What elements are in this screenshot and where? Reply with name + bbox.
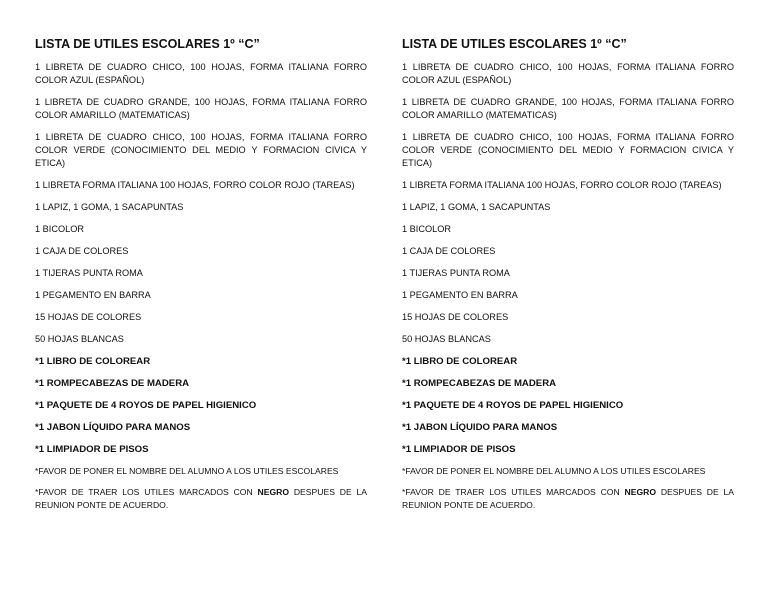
items-container bbox=[35, 61, 367, 456]
list-item: 1 CAJA DE COLORES bbox=[35, 246, 129, 256]
name-note: *FAVOR DE PONER EL NOMBRE DEL ALUMNO A LOS UTILES ESCOLARES bbox=[402, 466, 706, 476]
list-item: 1 LIBRETA DE CUADRO GRANDE, 100 HOJAS, FORMA ITALIANA FORRO COLOR AMARILLO (MATEMATICAS) bbox=[402, 97, 734, 120]
list-title: LISTA DE UTILES ESCOLARES 1º “C” bbox=[35, 37, 260, 51]
list-item: 1 LAPIZ, 1 GOMA, 1 SACAPUNTAS bbox=[402, 202, 551, 212]
list-item: 1 LIBRETA DE CUADRO CHICO, 100 HOJAS, FORMA ITALIANA FORRO COLOR VERDE (CONOCIMIENTO DEL MEDIO Y FORMACION CIVICA Y ETICA) bbox=[35, 132, 367, 168]
list-item: 50 HOJAS BLANCAS bbox=[35, 334, 124, 344]
name-note: *FAVOR DE PONER EL NOMBRE DEL ALUMNO A LOS UTILES ESCOLARES bbox=[35, 466, 339, 476]
list-item-marked: *1 ROMPECABEZAS DE MADERA bbox=[35, 378, 190, 389]
list-item-marked: *1 PAQUETE DE 4 ROYOS DE PAPEL HIGIENICO bbox=[402, 400, 624, 411]
list-column-right bbox=[402, 36, 734, 520]
list-item: 1 LAPIZ, 1 GOMA, 1 SACAPUNTAS bbox=[35, 202, 184, 212]
list-item: 1 LIBRETA DE CUADRO GRANDE, 100 HOJAS, FORMA ITALIANA FORRO COLOR AMARILLO (MATEMATICAS) bbox=[35, 97, 367, 120]
list-item: 1 LIBRETA FORMA ITALIANA 100 HOJAS, FORRO COLOR ROJO (TAREAS) bbox=[402, 180, 722, 190]
bring-note-prefix: *FAVOR DE TRAER LOS UTILES MARCADOS CON bbox=[402, 487, 625, 497]
list-item: 15 HOJAS DE COLORES bbox=[35, 312, 142, 322]
list-item: 1 PEGAMENTO EN BARRA bbox=[402, 290, 518, 300]
list-item-marked: *1 ROMPECABEZAS DE MADERA bbox=[402, 378, 557, 389]
list-item-marked: *1 LIMPIADOR DE PISOS bbox=[402, 444, 516, 455]
bring-note-suffix: DESPUES DE LA REUNION PONTE DE ACUERDO. bbox=[402, 487, 735, 510]
bring-note bbox=[402, 486, 734, 512]
list-item: 1 TIJERAS PUNTA ROMA bbox=[402, 268, 510, 278]
list-item: 50 HOJAS BLANCAS bbox=[402, 334, 491, 344]
list-column-left bbox=[35, 36, 367, 520]
list-item: 1 BICOLOR bbox=[402, 224, 452, 234]
list-item-marked: *1 LIBRO DE COLOREAR bbox=[402, 356, 518, 367]
list-item-marked: *1 JABON LÍQUIDO PARA MANOS bbox=[402, 422, 558, 433]
list-item: 1 LIBRETA DE CUADRO CHICO, 100 HOJAS, FORMA ITALIANA FORRO COLOR AZUL (ESPAÑOL) bbox=[402, 62, 734, 85]
list-item: 1 LIBRETA DE CUADRO CHICO, 100 HOJAS, FORMA ITALIANA FORRO COLOR VERDE (CONOCIMIENTO DEL MEDIO Y FORMACION CIVICA Y ETICA) bbox=[402, 132, 734, 168]
list-item: 1 PEGAMENTO EN BARRA bbox=[35, 290, 151, 300]
list-item-marked: *1 JABON LÍQUIDO PARA MANOS bbox=[35, 422, 191, 433]
items-container bbox=[402, 61, 734, 456]
list-item: 15 HOJAS DE COLORES bbox=[402, 312, 509, 322]
list-item-marked: *1 LIBRO DE COLOREAR bbox=[35, 356, 151, 367]
list-item: 1 BICOLOR bbox=[35, 224, 85, 234]
bring-note bbox=[35, 486, 367, 512]
list-item: 1 LIBRETA FORMA ITALIANA 100 HOJAS, FORRO COLOR ROJO (TAREAS) bbox=[35, 180, 355, 190]
list-item-marked: *1 LIMPIADOR DE PISOS bbox=[35, 444, 149, 455]
bring-note-bold: NEGRO bbox=[624, 487, 657, 497]
bring-note-prefix: *FAVOR DE TRAER LOS UTILES MARCADOS CON bbox=[35, 487, 258, 497]
bring-note-bold: NEGRO bbox=[257, 487, 290, 497]
list-item: 1 LIBRETA DE CUADRO CHICO, 100 HOJAS, FORMA ITALIANA FORRO COLOR AZUL (ESPAÑOL) bbox=[35, 62, 367, 85]
list-title: LISTA DE UTILES ESCOLARES 1º “C” bbox=[402, 37, 627, 51]
list-item-marked: *1 PAQUETE DE 4 ROYOS DE PAPEL HIGIENICO bbox=[35, 400, 257, 411]
list-item: 1 TIJERAS PUNTA ROMA bbox=[35, 268, 143, 278]
bring-note-suffix: DESPUES DE LA REUNION PONTE DE ACUERDO. bbox=[35, 487, 368, 510]
list-item: 1 CAJA DE COLORES bbox=[402, 246, 496, 256]
